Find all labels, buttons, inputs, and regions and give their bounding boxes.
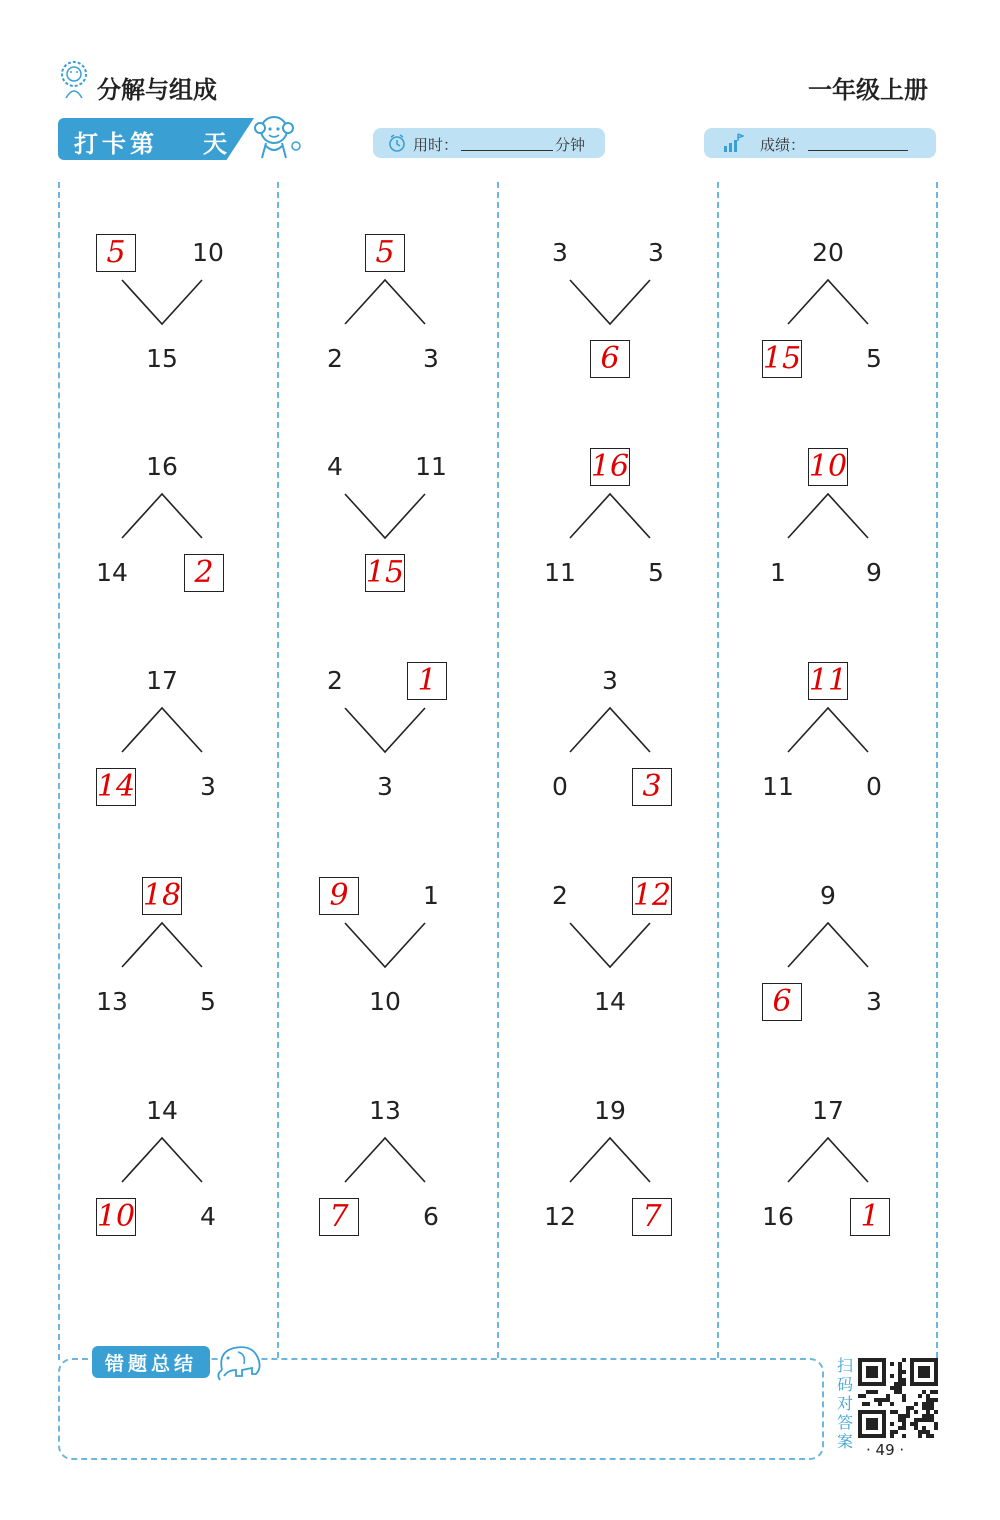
join-lines bbox=[568, 278, 652, 326]
number: 3 bbox=[866, 987, 882, 1016]
number: 3 bbox=[423, 344, 439, 373]
handwritten-answer: 6 bbox=[600, 341, 620, 376]
answer-box[interactable] bbox=[632, 1198, 672, 1236]
scan-answer-text: 扫码对答案 bbox=[836, 1356, 853, 1451]
answer-box[interactable] bbox=[142, 877, 182, 915]
number: 14 bbox=[96, 558, 128, 587]
handwritten-answer: 10 bbox=[808, 449, 848, 484]
handwritten-answer: 12 bbox=[632, 878, 672, 913]
join-lines bbox=[568, 921, 652, 969]
handwritten-answer: 7 bbox=[329, 1199, 349, 1234]
split-lines bbox=[786, 706, 870, 754]
number: 2 bbox=[327, 666, 343, 695]
number: 11 bbox=[415, 452, 447, 481]
score-label: 成绩： bbox=[760, 136, 806, 154]
handwritten-answer: 3 bbox=[642, 769, 662, 804]
number: 5 bbox=[200, 987, 216, 1016]
answer-box[interactable] bbox=[762, 983, 802, 1021]
answer-box[interactable] bbox=[365, 234, 405, 272]
answer-box[interactable] bbox=[184, 554, 224, 592]
number: 9 bbox=[820, 881, 836, 910]
mistake-summary-label: 错题总结 bbox=[92, 1346, 210, 1378]
number: 5 bbox=[648, 558, 664, 587]
number: 19 bbox=[594, 1096, 626, 1125]
time-unit: 分钟 bbox=[555, 136, 586, 154]
number: 11 bbox=[544, 558, 576, 587]
number: 10 bbox=[192, 238, 224, 267]
number: 5 bbox=[866, 344, 882, 373]
split-lines bbox=[568, 706, 652, 754]
split-lines bbox=[343, 278, 427, 326]
number: 14 bbox=[594, 987, 626, 1016]
split-lines bbox=[120, 921, 204, 969]
time-label: 用时： bbox=[413, 136, 459, 154]
elephant-icon bbox=[212, 1340, 268, 1382]
join-lines bbox=[343, 706, 427, 754]
number: 10 bbox=[369, 987, 401, 1016]
lion-logo-icon bbox=[58, 60, 90, 100]
score-blank[interactable] bbox=[808, 150, 908, 151]
answer-box[interactable] bbox=[850, 1198, 890, 1236]
number: 13 bbox=[96, 987, 128, 1016]
handwritten-answer: 1 bbox=[860, 1199, 880, 1234]
time-field[interactable] bbox=[373, 128, 605, 158]
handwritten-answer: 7 bbox=[642, 1199, 662, 1234]
answer-box[interactable] bbox=[808, 448, 848, 486]
number: 20 bbox=[812, 238, 844, 267]
answer-box[interactable] bbox=[762, 340, 802, 378]
number: 9 bbox=[866, 558, 882, 587]
split-lines bbox=[568, 1136, 652, 1184]
number: 16 bbox=[762, 1202, 794, 1231]
number: 14 bbox=[146, 1096, 178, 1125]
join-lines bbox=[120, 278, 204, 326]
split-lines bbox=[786, 921, 870, 969]
number: 15 bbox=[146, 344, 178, 373]
handwritten-answer: 11 bbox=[808, 663, 848, 698]
number: 1 bbox=[423, 881, 439, 910]
split-lines bbox=[120, 1136, 204, 1184]
number: 17 bbox=[812, 1096, 844, 1125]
split-lines bbox=[568, 492, 652, 540]
grade-label: 一年级上册 bbox=[808, 76, 928, 104]
number: 6 bbox=[423, 1202, 439, 1231]
worksheet-title: 分解与组成 bbox=[97, 76, 217, 104]
handwritten-answer: 18 bbox=[142, 878, 182, 913]
number: 4 bbox=[327, 452, 343, 481]
column-divider bbox=[497, 182, 499, 1358]
number: 3 bbox=[377, 772, 393, 801]
chart-icon bbox=[722, 132, 744, 154]
score-field[interactable] bbox=[704, 128, 936, 158]
number: 2 bbox=[327, 344, 343, 373]
checkin-day-label: 天 bbox=[203, 130, 227, 158]
number: 3 bbox=[200, 772, 216, 801]
number: 11 bbox=[762, 772, 794, 801]
answer-box[interactable] bbox=[590, 340, 630, 378]
answer-box[interactable] bbox=[96, 234, 136, 272]
monkey-icon bbox=[248, 110, 304, 166]
split-lines bbox=[786, 1136, 870, 1184]
number: 0 bbox=[552, 772, 568, 801]
handwritten-answer: 16 bbox=[590, 449, 630, 484]
answer-box[interactable] bbox=[319, 877, 359, 915]
split-lines bbox=[120, 492, 204, 540]
column-divider bbox=[936, 182, 938, 1358]
answer-box[interactable] bbox=[632, 768, 672, 806]
split-lines bbox=[786, 492, 870, 540]
handwritten-answer: 5 bbox=[106, 235, 126, 270]
join-lines bbox=[343, 921, 427, 969]
number: 16 bbox=[146, 452, 178, 481]
answer-box[interactable] bbox=[96, 768, 136, 806]
split-lines bbox=[120, 706, 204, 754]
time-blank[interactable] bbox=[461, 150, 553, 151]
number: 13 bbox=[369, 1096, 401, 1125]
qr-code[interactable] bbox=[858, 1358, 938, 1438]
number: 3 bbox=[602, 666, 618, 695]
handwritten-answer: 5 bbox=[375, 235, 395, 270]
answer-box[interactable] bbox=[407, 662, 447, 700]
column-divider bbox=[277, 182, 279, 1358]
handwritten-answer: 6 bbox=[772, 984, 792, 1019]
handwritten-answer: 15 bbox=[762, 341, 802, 376]
answer-box[interactable] bbox=[590, 448, 630, 486]
answer-box[interactable] bbox=[365, 554, 405, 592]
split-lines bbox=[343, 1136, 427, 1184]
checkin-label: 打卡第 bbox=[74, 130, 158, 158]
handwritten-answer: 2 bbox=[194, 555, 214, 590]
page-number: · 49 · bbox=[866, 1441, 905, 1459]
clock-icon bbox=[387, 133, 407, 153]
number: 3 bbox=[648, 238, 664, 267]
number: 17 bbox=[146, 666, 178, 695]
handwritten-answer: 1 bbox=[417, 663, 437, 698]
handwritten-answer: 14 bbox=[96, 769, 136, 804]
handwritten-answer: 15 bbox=[365, 555, 405, 590]
number: 12 bbox=[544, 1202, 576, 1231]
number: 1 bbox=[770, 558, 786, 587]
handwritten-answer: 9 bbox=[329, 878, 349, 913]
answer-box[interactable] bbox=[96, 1198, 136, 1236]
number: 2 bbox=[552, 881, 568, 910]
column-divider bbox=[717, 182, 719, 1358]
join-lines bbox=[343, 492, 427, 540]
number: 4 bbox=[200, 1202, 216, 1231]
number: 0 bbox=[866, 772, 882, 801]
answer-box[interactable] bbox=[632, 877, 672, 915]
handwritten-answer: 10 bbox=[96, 1199, 136, 1234]
answer-box[interactable] bbox=[808, 662, 848, 700]
column-divider bbox=[58, 182, 60, 1360]
answer-box[interactable] bbox=[319, 1198, 359, 1236]
split-lines bbox=[786, 278, 870, 326]
number: 3 bbox=[552, 238, 568, 267]
